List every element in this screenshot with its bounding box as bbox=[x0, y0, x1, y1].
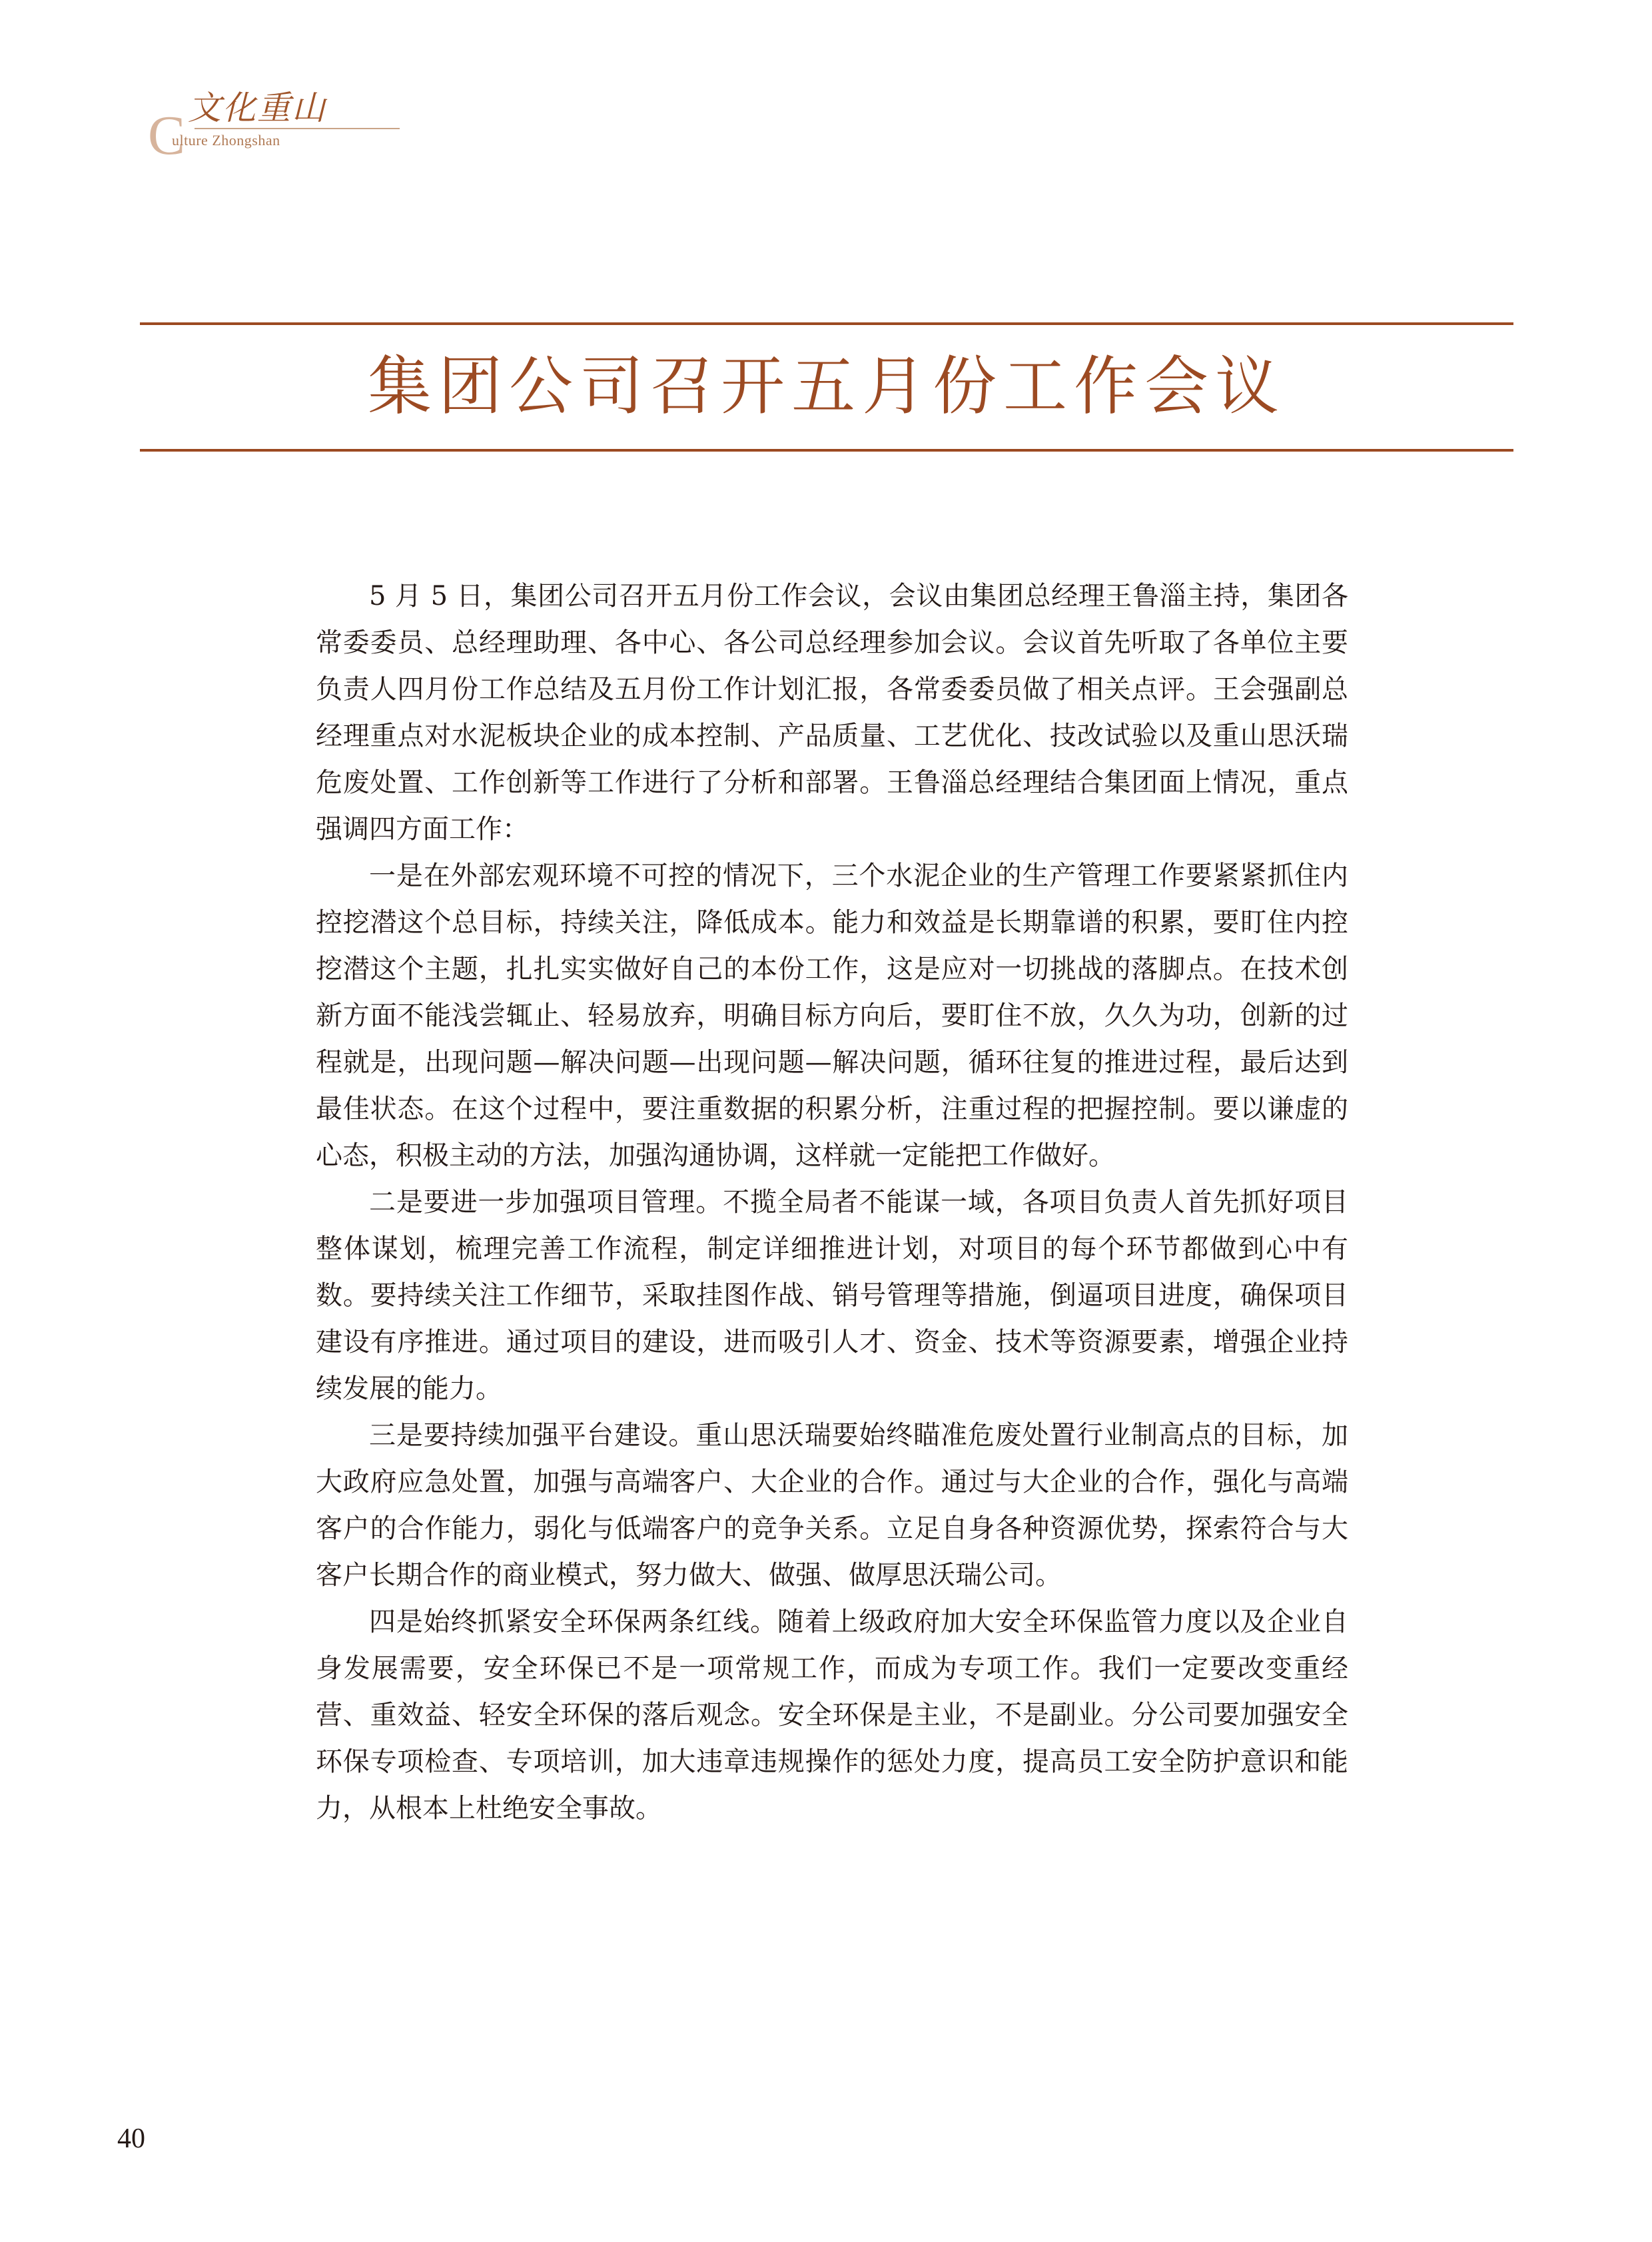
magazine-logo bbox=[148, 88, 401, 167]
paragraph-intro: 5 月 5 日，集团公司召开五月份工作会议，会议由集团总经理王鲁淄主持，集团各常委委员、总经理助理、各中心、各公司总经理参加会议。会议首先听取了各单位主要负责人四月份工作总结及五月份工作计划汇报，各常委委员做了相关点评。王会强副总经理重点对水泥板块企业的成本控制、产品质量、工艺优化、技改试验以及重山思沃瑞危废处置、工作创新等工作进行了分析和部署。王鲁淄总经理结合集团面上情况，重点强调四方面工作： bbox=[316, 581, 1348, 845]
paragraph-point-four: 四是始终抓紧安全环保两条红线。随着上级政府加大安全环保监管力度以及企业自身发展需要，安全环保已不是一项常规工作，而成为专项工作。我们一定要改变重经营、重效益、轻安全环保的落后观念。安全环保是主业，不是副业。分公司要加强安全环保专项检查、专项培训，加大违章违规操作的惩处力度，提高员工安全防护意识和能力，从根本上杜绝安全事故。 bbox=[316, 1607, 1348, 1824]
logo-initial-letter: C bbox=[148, 105, 186, 167]
paragraph-point-three: 三是要持续加强平台建设。重山思沃瑞要始终瞄准危废处置行业制高点的目标，加大政府应急处置，加强与高端客户、大企业的合作。通过与大企业的合作，强化与高端客户的合作能力，弱化与低端客户的竞争关系。立足自身各种资源优势，探索符合与大客户长期合作的商业模式，努力做大、做强、做厚思沃瑞公司。 bbox=[316, 1420, 1348, 1591]
article-title: 集团公司召开五月份工作会议 bbox=[368, 349, 1286, 424]
paragraph-point-two: 二是要进一步加强项目管理。不揽全局者不能谋一域，各项目负责人首先抓好项目整体谋划，梳理完善工作流程，制定详细推进计划，对项目的每个环节都做到心中有数。要持续关注工作细节，采取挂图作战、销号管理等措施，倒逼项目进度，确保项目建设有序推进。通过项目的建设，进而吸引人才、资金、技术等资源要素，增强企业持续发展的能力。 bbox=[316, 1187, 1348, 1404]
article-body bbox=[316, 573, 1348, 1832]
title-top-rule bbox=[140, 322, 1513, 325]
paragraph-point-one: 一是在外部宏观环境不可控的情况下，三个水泥企业的生产管理工作要紧紧抓住内控挖潜这个总目标，持续关注，降低成本。能力和效益是长期靠谱的积累，要盯住内控挖潜这个主题，扎扎实实做好自己的本份工作，这是应对一切挑战的落脚点。在技术创新方面不能浅尝辄止、轻易放弃，明确目标方向后，要盯住不放，久久为功，创新的过程就是，出现问题—解决问题—出现问题—解决问题，循环往复的推进过程，最后达到最佳状态。在这个过程中，要注重数据的积累分析，注重过程的把握控制。要以谦虚的心态，积极主动的方法，加强沟通协调，这样就一定能把工作做好。 bbox=[316, 861, 1348, 1171]
logo-divider bbox=[195, 128, 400, 129]
logo-chinese-name: 文化重山 bbox=[188, 89, 326, 127]
title-bottom-rule bbox=[140, 449, 1513, 452]
page-number: 40 bbox=[117, 2123, 145, 2154]
logo-english-name: ulture Zhongshan bbox=[172, 132, 280, 149]
